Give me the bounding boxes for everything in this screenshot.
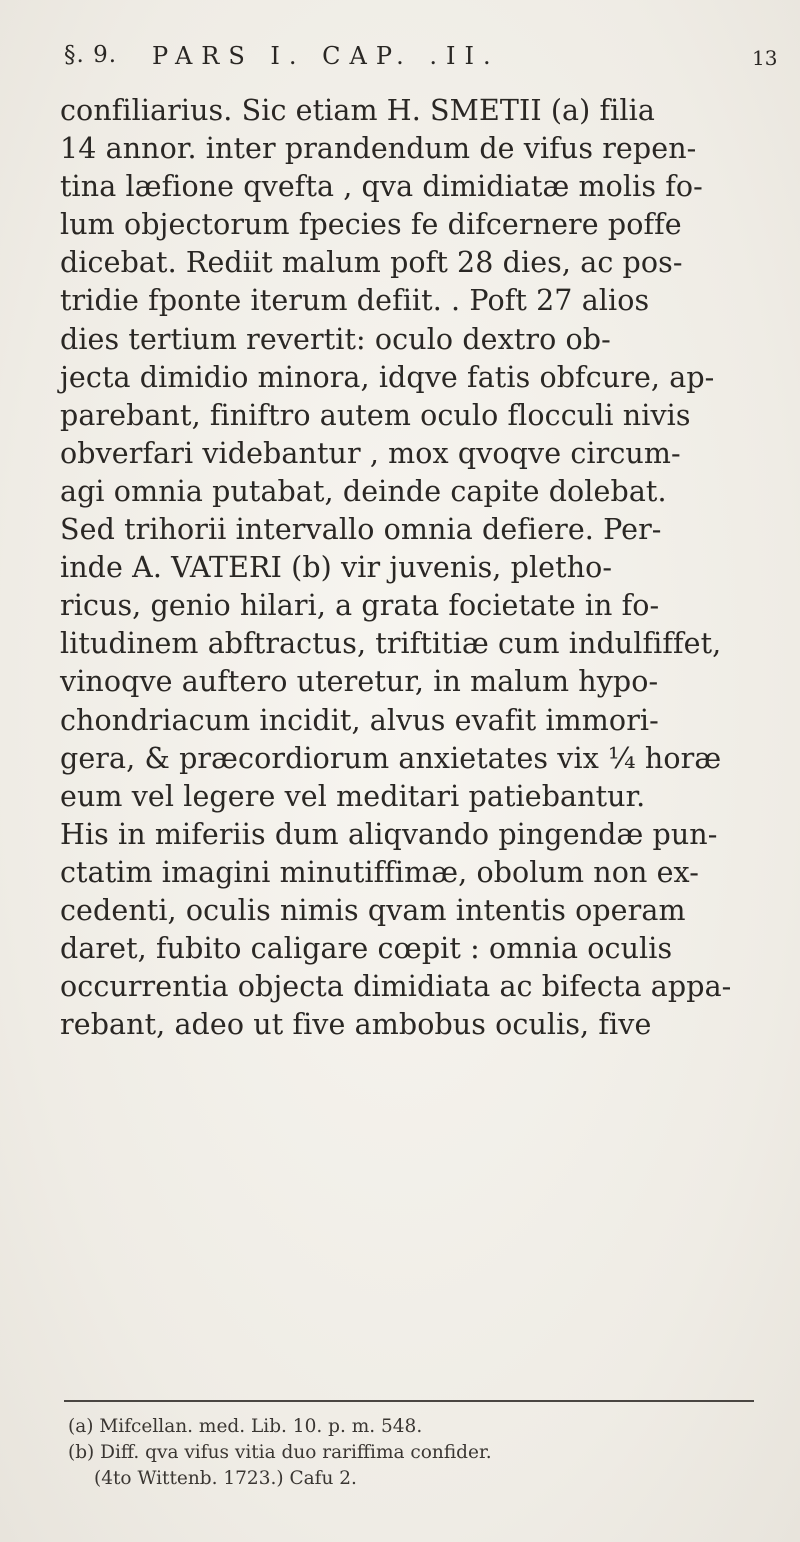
text-line: agi omnia putabat, deinde capite dolebat.	[60, 474, 667, 508]
page-number: 13	[752, 46, 778, 70]
section-number: §. 9.	[64, 42, 118, 68]
text-line: 14 annor. inter prandendum de vifus repen-	[60, 132, 697, 166]
text-line: lum objectorum fpecies fe difcernere poffe	[60, 208, 682, 242]
text-line: dies tertium revertit: oculo dextro ob-	[60, 322, 611, 356]
text-line: vinoqve auftero uteretur, in malum hypo-	[60, 665, 659, 699]
text-line: tina læfione qvefta , qva dimidiatæ molis fo-	[60, 170, 703, 204]
text-line: dicebat. Rediit malum poft 28 dies, ac pos-	[60, 246, 683, 280]
text-line: tridie fponte iterum defiit. . Poft 27 alios	[60, 284, 650, 318]
footnote-rule	[64, 1400, 754, 1402]
text-line: chondriacum incidit, alvus evafit immori-	[60, 703, 659, 737]
text-line: cedenti, oculis nimis qvam intentis operam	[60, 893, 686, 927]
text-line: eum vel legere vel meditari patiebantur.	[60, 779, 646, 813]
text-line: rebant, adeo ut five ambobus oculis, five	[60, 1008, 652, 1042]
text-line: confiliarius. Sic etiam H. SMETII (a) filia	[60, 94, 655, 127]
text-line: gera, & præcordiorum anxietates vix ¼ horæ	[60, 741, 722, 775]
text-line: parebant, finiftro autem oculo flocculi nivis	[60, 398, 691, 432]
text-line: Sed trihorii intervallo omnia defiere. Per-	[60, 513, 662, 547]
text-line: ctatim imagini minutiffimæ, obolum non ex-	[60, 855, 699, 889]
footnote-b-continuation: (4to Wittenb. 1723.) Cafu 2.	[94, 1468, 357, 1489]
text-line: occurrentia objecta dimidiata ac bifecta appa-	[60, 970, 732, 1004]
text-line: inde A. VATERI (b) vir juvenis, pletho-	[60, 551, 613, 585]
running-head	[0, 42, 800, 82]
text-line: ricus, genio hilari, a grata focietate in fo-	[60, 589, 660, 623]
text-line: His in miferiis dum aliqvando pingendæ pun-	[60, 817, 718, 851]
text-line: obverfari videbantur , mox qvoqve circum-	[60, 436, 681, 470]
text-line: jecta dimidio minora, idqve fatis obfcure, ap-	[60, 360, 715, 394]
text-line: daret, fubito caligare cœpit : omnia oculis	[60, 932, 673, 966]
text-line: litudinem abftractus, triftitiæ cum indulfiffet,	[60, 627, 722, 661]
footnotes	[68, 1414, 748, 1492]
footnote-a: (a) Mifcellan. med. Lib. 10. p. m. 548.	[68, 1416, 423, 1437]
footnote-b: (b) Diff. qva vifus vitia duo rariffima confider.	[68, 1442, 492, 1463]
main-text	[60, 92, 750, 1044]
running-title: PARS I. CAP. .II.	[152, 42, 500, 70]
